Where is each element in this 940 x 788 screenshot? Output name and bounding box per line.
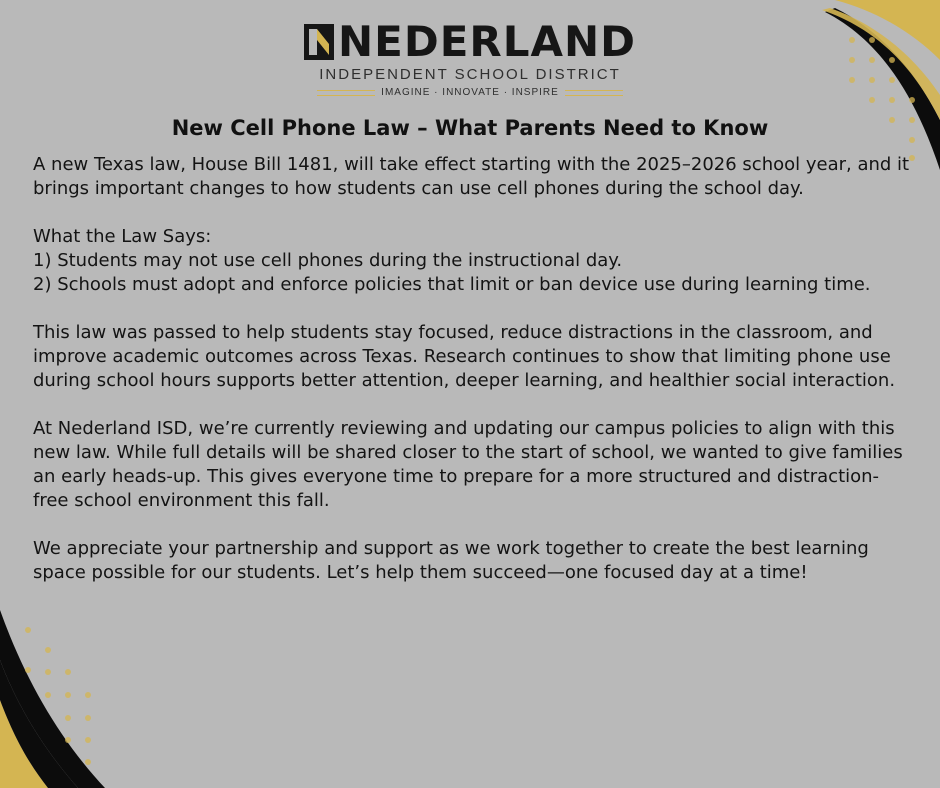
page-title: New Cell Phone Law – What Parents Need to Know [171, 116, 769, 140]
law-item: 1) Students may not use cell phones during the instructional day. [33, 250, 623, 271]
rationale-paragraph: This law was passed to help students stay focused, reduce distractions in the classroom, and improve academic outcomes across Texas. Research continues to show that limiting phone use during school hours supports better attention, deeper learning, and healthier social interaction. [33, 322, 896, 391]
law-section [33, 225, 913, 297]
logo-subtitle: INDEPENDENT SCHOOL DISTRICT [319, 66, 621, 83]
logo-wordmark-text: NEDERLAND [337, 17, 637, 66]
article-body [33, 153, 913, 609]
logo-tagline-row [0, 87, 940, 98]
district-logo [0, 18, 940, 98]
law-item: 2) Schools must adopt and enforce policies that limit or ban device use during learning time. [33, 274, 871, 295]
intro-paragraph: A new Texas law, House Bill 1481, will take effect starting with the 2025–2026 school year, and it brings important changes to how students can use cell phones during the school day. [33, 154, 910, 199]
law-heading: What the Law Says: [33, 226, 212, 247]
logo-tagline: IMAGINE · INNOVATE · INSPIRE [381, 87, 559, 98]
logo-rule-left [317, 90, 375, 96]
logo-rule-right [565, 90, 623, 96]
bottom-left-swoosh [0, 610, 105, 788]
logo-wordmark [304, 18, 636, 66]
logo-n-emblem-icon [304, 24, 334, 60]
district-update-paragraph: At Nederland ISD, we’re currently reviewing and updating our campus policies to align with this new law. While full details will be shared closer to the start of school, we wanted to give families an early heads-up. This gives everyone time to prepare for a more structured and distraction-free school environment this fall. [33, 418, 903, 511]
closing-paragraph: We appreciate your partnership and support as we work together to create the best learning space possible for our students. Let’s help them succeed—one focused day at a time! [33, 538, 869, 583]
